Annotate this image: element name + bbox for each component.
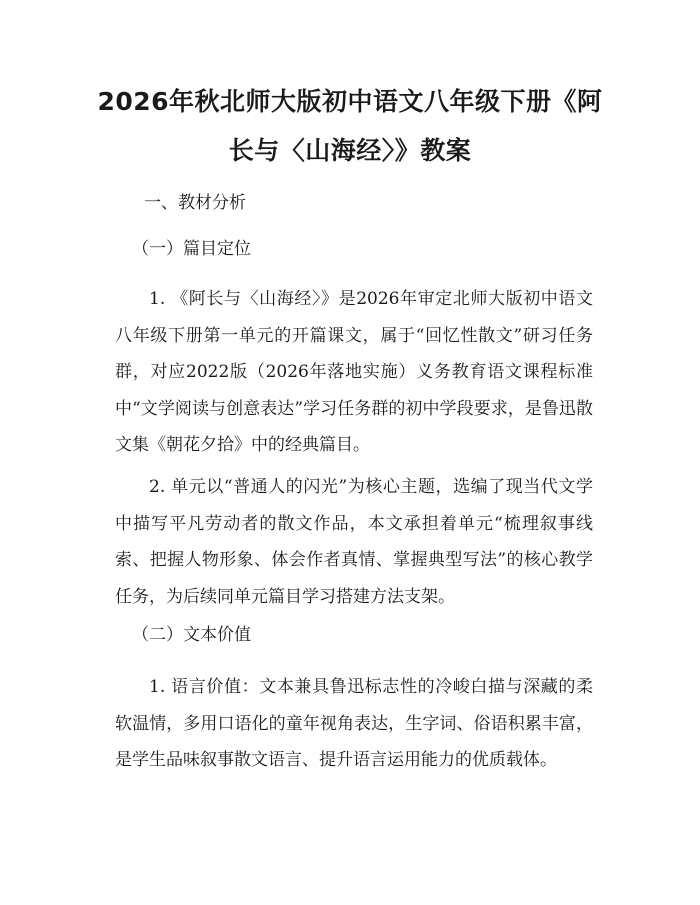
subsection-heading-positioning: （一）篇目定位 [132,239,251,259]
section-heading-textbook-analysis: 一、教材分析 [144,193,246,213]
document-title-line-1: 2026年秋北师大版初中语文八年级下册《阿 [97,87,603,116]
paragraph-language-value: 1. 语言价值：文本兼具鲁迅标志性的冷峻白描与深藏的柔软温情，多用口语化的童年视角表达，生字词、俗语积累丰富，是学生品味叙事散文语言、提升语言运用能力的优质载体。 [115,677,593,770]
paragraph-positioning-2: 2. 单元以“普通人的闪光”为核心主题，选编了现当代文学中描写平凡劳动者的散文作品，本文承担着单元“梳理叙事线索、把握人物形象、体会作者真情、掌握典型写法”的核心教学任务，为后续同单元篇目学习搭建方法支架。 [115,477,593,607]
subsection-heading-text-value: （二）文本价值 [132,625,251,645]
paragraph-positioning-1: 1. 《阿长与〈山海经〉》是2026年审定北师大版初中语文八年级下册第一单元的开篇课文，属于“回忆性散文”研习任务群，对应2022版（2026年落地实施）义务教育语文课程标准中“文学阅读与创意表达”学习任务群的初中学段要求，是鲁迅散文集《朝花夕拾》中的经典篇目。 [115,289,593,455]
document-title-line-2: 长与〈山海经〉》教案 [228,136,472,165]
